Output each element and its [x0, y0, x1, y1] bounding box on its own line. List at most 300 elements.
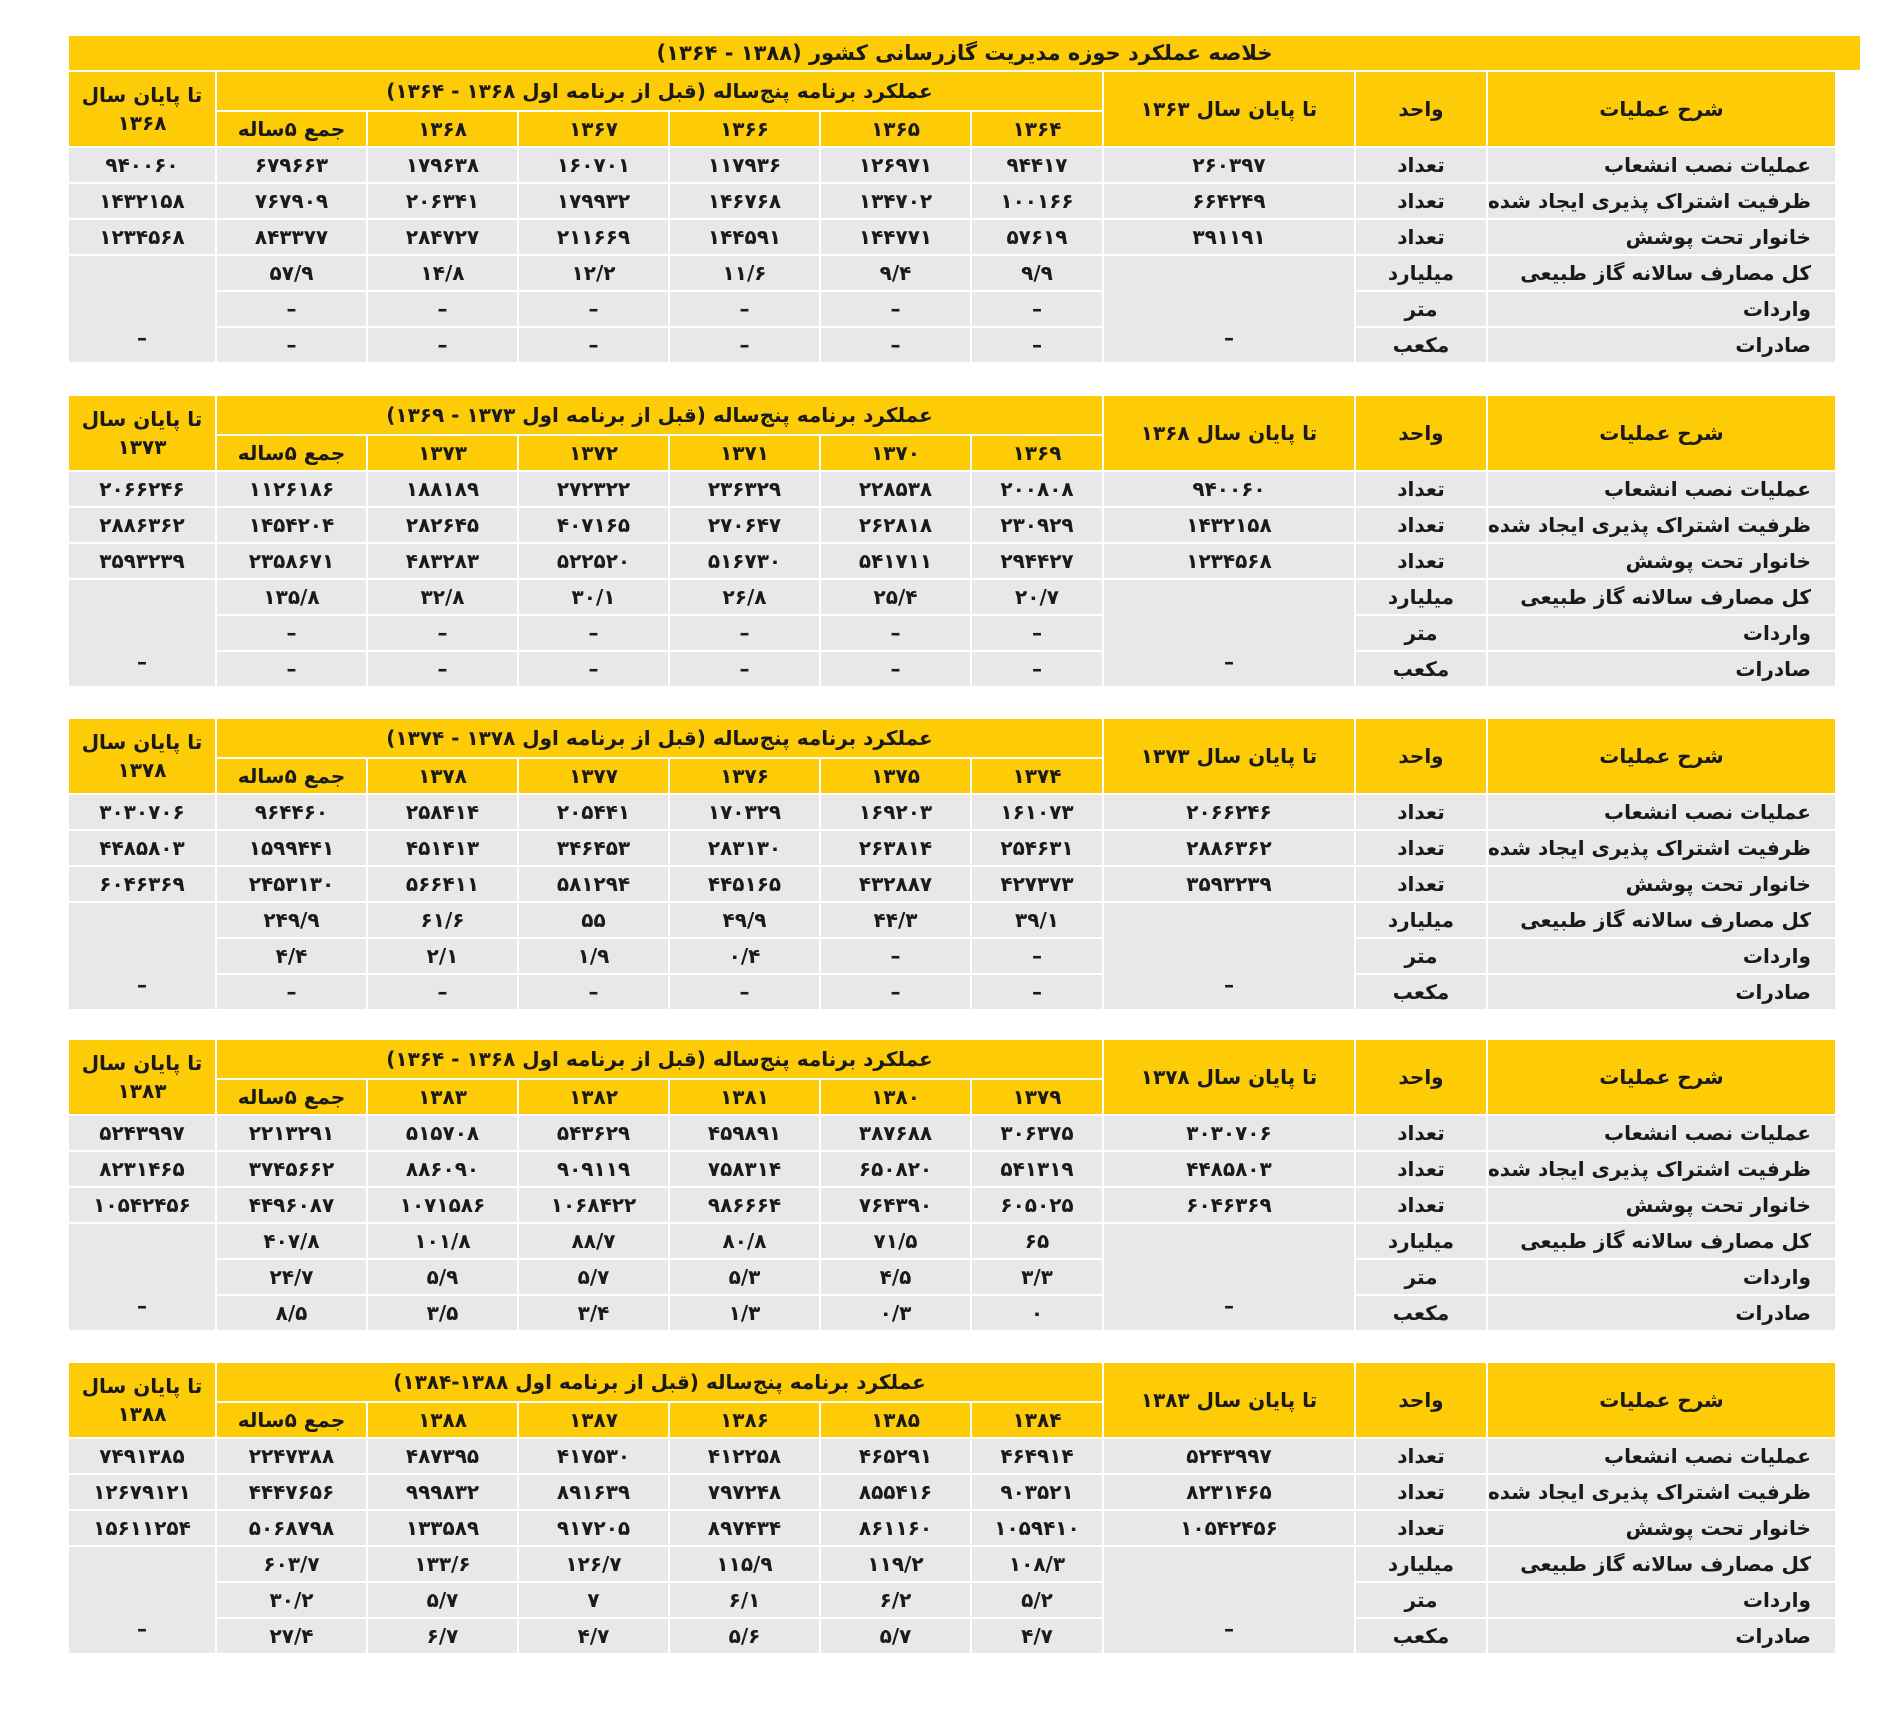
header-year: ۱۳۶۹: [972, 436, 1102, 470]
data-cell: ۱۳۳/۶: [368, 1547, 517, 1581]
row-unit: مکعب: [1356, 652, 1486, 686]
data-cell: ۴۹/۹: [670, 903, 819, 937]
data-cell-total: ۸۴۳۳۷۷: [217, 220, 366, 254]
header-end-period: تا پایان سال ۱۳۸۳: [69, 1040, 215, 1114]
data-cell: –: [972, 975, 1102, 1009]
row-label: کل مصارف سالانه گاز طبیعی: [1488, 1224, 1835, 1258]
header-year: ۱۳۸۷: [519, 1403, 668, 1437]
start-value: ۳۰۳۰۷۰۶: [1104, 1116, 1354, 1150]
row-label: خانوار تحت پوشش: [1488, 1188, 1835, 1222]
data-cell: –: [670, 616, 819, 650]
header-start-period: تا پایان سال ۱۳۶۸: [1104, 396, 1354, 470]
data-cell-total: ۶۰۳/۷: [217, 1547, 366, 1581]
row-unit: مکعب: [1356, 1619, 1486, 1653]
data-cell-total: ۲۴/۷: [217, 1260, 366, 1294]
data-cell: –: [368, 292, 517, 326]
data-cell: ۴۶۵۲۹۱: [821, 1439, 970, 1473]
row-label: عملیات نصب انشعاب: [1488, 148, 1835, 182]
data-cell: ۱۴/۸: [368, 256, 517, 290]
header-unit: واحد: [1356, 1040, 1486, 1114]
row-unit: متر: [1356, 1260, 1486, 1294]
data-cell: –: [519, 328, 668, 362]
header-year: ۱۳۷۰: [821, 436, 970, 470]
data-cell: –: [972, 652, 1102, 686]
data-cell: ۲۰۰۸۰۸: [972, 472, 1102, 506]
data-cell: ۱۰۵۹۴۱۰: [972, 1511, 1102, 1545]
header-year: ۱۳۸۵: [821, 1403, 970, 1437]
row-label: عملیات نصب انشعاب: [1488, 795, 1835, 829]
data-cell: –: [670, 652, 819, 686]
data-cell: ۲۹۴۴۲۷: [972, 544, 1102, 578]
data-cell-total: ۷۶۷۹۰۹: [217, 184, 366, 218]
row-label: عملیات نصب انشعاب: [1488, 472, 1835, 506]
header-year: ۱۳۷۴: [972, 759, 1102, 793]
data-cell: ۴/۷: [519, 1619, 668, 1653]
table-row: [69, 795, 1835, 829]
data-cell: ۵/۷: [519, 1260, 668, 1294]
row-unit: تعداد: [1356, 1475, 1486, 1509]
header-start-period: تا پایان سال ۱۳۷۳: [1104, 719, 1354, 793]
table-row: [69, 1296, 1835, 1330]
data-cell: ۲۵/۴: [821, 580, 970, 614]
table-row: [69, 1116, 1835, 1150]
data-cell: ۶۱/۶: [368, 903, 517, 937]
data-cell-total: –: [217, 616, 366, 650]
data-cell: ۴۲۷۳۷۳: [972, 867, 1102, 901]
data-cell-total: –: [217, 652, 366, 686]
data-cell: ۹۱۷۲۰۵: [519, 1511, 668, 1545]
header-program: عملکرد برنامه پنج‌ساله (قبل از برنامه اول ۱۳۶۸ - ۱۳۶۴): [217, 1040, 1102, 1078]
data-cell-total: ۲۲۴۷۳۸۸: [217, 1439, 366, 1473]
header-year: ۱۳۶۶: [670, 112, 819, 146]
header-year: ۱۳۶۸: [368, 112, 517, 146]
data-cell: ۵۴۱۳۱۹: [972, 1152, 1102, 1186]
header-year: ۱۳۷۸: [368, 759, 517, 793]
row-label: ظرفیت اشتراک پذیری ایجاد شده: [1488, 508, 1835, 542]
data-cell: ۴۴/۳: [821, 903, 970, 937]
data-cell: ۴۴۵۱۶۵: [670, 867, 819, 901]
data-cell-total: ۸/۵: [217, 1296, 366, 1330]
data-cell: ۸۰/۸: [670, 1224, 819, 1258]
data-cell-total: ۲۷/۴: [217, 1619, 366, 1653]
header-year: ۱۳۶۴: [972, 112, 1102, 146]
data-cell: ۴۸۷۳۹۵: [368, 1439, 517, 1473]
row-label: خانوار تحت پوشش: [1488, 867, 1835, 901]
data-cell: ۳۰۶۳۷۵: [972, 1116, 1102, 1150]
data-cell: ۳/۵: [368, 1296, 517, 1330]
header-year: ۱۳۶۷: [519, 112, 668, 146]
table-row: [69, 1475, 1835, 1509]
table-row: [69, 867, 1835, 901]
data-cell: ۸۸۶۰۹۰: [368, 1152, 517, 1186]
row-unit: متر: [1356, 292, 1486, 326]
data-cell: ۱۰۰۱۶۶: [972, 184, 1102, 218]
end-value: ۲۸۸۶۳۶۲: [69, 508, 215, 542]
row-unit: تعداد: [1356, 795, 1486, 829]
data-cell: ۳۲/۸: [368, 580, 517, 614]
end-value-merged: –: [69, 1547, 215, 1653]
row-label: واردات: [1488, 939, 1835, 973]
data-cell: ۳/۴: [519, 1296, 668, 1330]
data-cell: ۱۰۸/۳: [972, 1547, 1102, 1581]
data-cell: –: [519, 652, 668, 686]
data-cell: –: [519, 975, 668, 1009]
table-row: [69, 1511, 1835, 1545]
table-row: [69, 652, 1835, 686]
data-cell: ۲۰۶۳۴۱: [368, 184, 517, 218]
data-cell: ۴۶۴۹۱۴: [972, 1439, 1102, 1473]
row-label: واردات: [1488, 616, 1835, 650]
data-cell: ۹۰۳۵۲۱: [972, 1475, 1102, 1509]
row-unit: میلیارد: [1356, 903, 1486, 937]
start-value: ۲۶۰۳۹۷: [1104, 148, 1354, 182]
end-value: ۱۴۳۲۱۵۸: [69, 184, 215, 218]
data-cell: ۲۰/۷: [972, 580, 1102, 614]
header-unit: واحد: [1356, 1363, 1486, 1437]
header-year: ۱۳۷۳: [368, 436, 517, 470]
start-value: ۴۴۸۵۸۰۳: [1104, 1152, 1354, 1186]
row-label: کل مصارف سالانه گاز طبیعی: [1488, 1547, 1835, 1581]
table-row: [69, 580, 1835, 614]
row-unit: متر: [1356, 939, 1486, 973]
start-value: ۳۹۱۱۹۱: [1104, 220, 1354, 254]
data-cell: ۴۵۹۸۹۱: [670, 1116, 819, 1150]
data-cell: ۲۳۶۳۲۹: [670, 472, 819, 506]
data-cell: ۱۱۵/۹: [670, 1547, 819, 1581]
data-cell: –: [670, 292, 819, 326]
row-unit: میلیارد: [1356, 256, 1486, 290]
row-unit: تعداد: [1356, 508, 1486, 542]
start-value-merged: –: [1104, 1224, 1354, 1330]
data-cell: ۷۶۴۳۹۰: [821, 1188, 970, 1222]
end-value: ۵۲۴۳۹۹۷: [69, 1116, 215, 1150]
data-cell: ۱۰۱/۸: [368, 1224, 517, 1258]
data-cell-total: ۴۴۹۶۰۸۷: [217, 1188, 366, 1222]
header-year: ۱۳۷۹: [972, 1080, 1102, 1114]
end-value: ۹۴۰۰۶۰: [69, 148, 215, 182]
data-cell-total: ۴۰۷/۸: [217, 1224, 366, 1258]
header-year: ۱۳۷۷: [519, 759, 668, 793]
data-cell: –: [821, 975, 970, 1009]
header-five-year-total: جمع ۵ساله: [217, 112, 366, 146]
end-value: ۴۴۸۵۸۰۳: [69, 831, 215, 865]
header-year: ۱۳۷۶: [670, 759, 819, 793]
data-cell: ۶/۲: [821, 1583, 970, 1617]
data-cell: –: [519, 292, 668, 326]
table-row: [69, 1260, 1835, 1294]
table-row: [69, 508, 1835, 542]
row-unit: تعداد: [1356, 1116, 1486, 1150]
end-value-merged: –: [69, 256, 215, 362]
end-value-merged: –: [69, 903, 215, 1009]
data-cell: ۷: [519, 1583, 668, 1617]
summary-table-2: [67, 394, 1837, 688]
data-cell: ۱/۳: [670, 1296, 819, 1330]
summary-table-3: [67, 717, 1837, 1011]
data-cell: ۸۹۱۶۳۹: [519, 1475, 668, 1509]
header-description: شرح عملیات: [1488, 1040, 1835, 1114]
table-row: [69, 1152, 1835, 1186]
data-cell: ۵/۶: [670, 1619, 819, 1653]
end-value: ۶۰۴۶۳۶۹: [69, 867, 215, 901]
data-cell-total: ۳۷۴۵۶۶۲: [217, 1152, 366, 1186]
row-label: عملیات نصب انشعاب: [1488, 1116, 1835, 1150]
data-cell: ۱۱۹/۲: [821, 1547, 970, 1581]
end-value: ۱۲۶۷۹۱۲۱: [69, 1475, 215, 1509]
data-cell-total: –: [217, 975, 366, 1009]
data-cell: ۹/۹: [972, 256, 1102, 290]
row-unit: متر: [1356, 616, 1486, 650]
data-cell: –: [519, 616, 668, 650]
row-label: خانوار تحت پوشش: [1488, 220, 1835, 254]
data-cell: ۲۶/۸: [670, 580, 819, 614]
data-cell: –: [821, 328, 970, 362]
table-row: [69, 1547, 1835, 1581]
start-value: ۱۰۵۴۲۴۵۶: [1104, 1511, 1354, 1545]
data-cell: ۵/۷: [368, 1583, 517, 1617]
data-cell: –: [368, 328, 517, 362]
header-end-period: تا پایان سال ۱۳۷۳: [69, 396, 215, 470]
data-cell-total: –: [217, 292, 366, 326]
row-unit: تعداد: [1356, 544, 1486, 578]
row-unit: تعداد: [1356, 184, 1486, 218]
start-value: ۱۴۳۲۱۵۸: [1104, 508, 1354, 542]
table-row: [69, 1188, 1835, 1222]
row-label: صادرات: [1488, 1296, 1835, 1330]
header-year: ۱۳۸۱: [670, 1080, 819, 1114]
data-cell: ۲۰۵۴۴۱: [519, 795, 668, 829]
data-cell-total: ۱۴۵۴۲۰۴: [217, 508, 366, 542]
data-cell-total: ۴۴۴۷۶۵۶: [217, 1475, 366, 1509]
row-unit: مکعب: [1356, 975, 1486, 1009]
data-cell: ۵/۷: [821, 1619, 970, 1653]
data-cell: ۱۳۳۵۸۹: [368, 1511, 517, 1545]
start-value-merged: –: [1104, 580, 1354, 686]
row-unit: تعداد: [1356, 220, 1486, 254]
start-value: ۹۴۰۰۶۰: [1104, 472, 1354, 506]
data-cell: ۵۱۶۷۳۰: [670, 544, 819, 578]
row-unit: تعداد: [1356, 1152, 1486, 1186]
header-start-period: تا پایان سال ۱۳۷۸: [1104, 1040, 1354, 1114]
row-unit: متر: [1356, 1583, 1486, 1617]
header-unit: واحد: [1356, 719, 1486, 793]
data-cell: ۲۸۲۶۴۵: [368, 508, 517, 542]
data-cell: ۱۲۶۹۷۱: [821, 148, 970, 182]
data-cell-total: –: [217, 328, 366, 362]
data-cell: ۱۶۹۲۰۳: [821, 795, 970, 829]
header-five-year-total: جمع ۵ساله: [217, 436, 366, 470]
data-cell: ۱۸۸۱۸۹: [368, 472, 517, 506]
data-cell: ۱۱۷۹۳۶: [670, 148, 819, 182]
page-title: خلاصه عملکرد حوزه مدیریت گازرسانی کشور (۱۳۸۸ - ۱۳۶۴): [69, 36, 1860, 70]
data-cell: ۹۸۶۶۶۴: [670, 1188, 819, 1222]
data-cell: ۵/۹: [368, 1260, 517, 1294]
data-cell: ۲۷۲۳۲۲: [519, 472, 668, 506]
header-year: ۱۳۷۲: [519, 436, 668, 470]
row-unit: تعداد: [1356, 148, 1486, 182]
data-cell: ۳/۳: [972, 1260, 1102, 1294]
start-value: ۵۲۴۳۹۹۷: [1104, 1439, 1354, 1473]
data-cell: –: [821, 616, 970, 650]
table-row: [69, 472, 1835, 506]
header-five-year-total: جمع ۵ساله: [217, 1080, 366, 1114]
data-cell: ۱۴۶۷۶۸: [670, 184, 819, 218]
data-cell-total: ۱۵۹۹۴۴۱: [217, 831, 366, 865]
start-value: ۲۰۶۶۲۴۶: [1104, 795, 1354, 829]
header-end-period: تا پایان سال ۱۳۷۸: [69, 719, 215, 793]
data-cell: ۲۳۰۹۲۹: [972, 508, 1102, 542]
start-value-merged: –: [1104, 256, 1354, 362]
header-program: عملکرد برنامه پنج‌ساله (قبل از برنامه اول ۱۳۷۳ - ۱۳۶۹): [217, 396, 1102, 434]
row-label: خانوار تحت پوشش: [1488, 1511, 1835, 1545]
row-unit: تعداد: [1356, 831, 1486, 865]
data-cell: ۵۸۱۲۹۴: [519, 867, 668, 901]
start-value: ۶۰۴۶۳۶۹: [1104, 1188, 1354, 1222]
data-cell: ۷۱/۵: [821, 1224, 970, 1258]
header-year: ۱۳۸۰: [821, 1080, 970, 1114]
data-cell: ۰/۳: [821, 1296, 970, 1330]
data-cell: ۶/۷: [368, 1619, 517, 1653]
header-program: عملکرد برنامه پنج‌ساله (قبل از برنامه اول ۱۳۷۸ - ۱۳۷۴): [217, 719, 1102, 757]
start-value-merged: –: [1104, 903, 1354, 1009]
data-cell-total: ۱۱۲۶۱۸۶: [217, 472, 366, 506]
header-description: شرح عملیات: [1488, 719, 1835, 793]
data-cell: ۲۱۱۶۶۹: [519, 220, 668, 254]
row-label: ظرفیت اشتراک پذیری ایجاد شده: [1488, 831, 1835, 865]
table-row: [69, 939, 1835, 973]
data-cell: ۹/۴: [821, 256, 970, 290]
data-cell: –: [972, 328, 1102, 362]
data-cell: ۲۶۲۸۱۸: [821, 508, 970, 542]
row-unit: میلیارد: [1356, 1547, 1486, 1581]
header-unit: واحد: [1356, 396, 1486, 470]
summary-table-5: [67, 1361, 1837, 1655]
table-row: [69, 220, 1835, 254]
data-cell: ۸۹۷۴۳۴: [670, 1511, 819, 1545]
start-value: ۱۲۳۴۵۶۸: [1104, 544, 1354, 578]
data-cell-total: ۳۰/۲: [217, 1583, 366, 1617]
data-cell: –: [670, 975, 819, 1009]
header-year: ۱۳۶۵: [821, 112, 970, 146]
data-cell: ۹۴۴۱۷: [972, 148, 1102, 182]
row-label: کل مصارف سالانه گاز طبیعی: [1488, 580, 1835, 614]
end-value: ۷۴۹۱۳۸۵: [69, 1439, 215, 1473]
end-value: ۳۵۹۳۲۳۹: [69, 544, 215, 578]
data-cell-total: ۶۷۹۶۶۳: [217, 148, 366, 182]
header-year: ۱۳۷۱: [670, 436, 819, 470]
start-value-merged: –: [1104, 1547, 1354, 1653]
data-cell: ۴/۷: [972, 1619, 1102, 1653]
data-cell: ۶۰۵۰۲۵: [972, 1188, 1102, 1222]
data-cell: ۱۷۹۹۳۲: [519, 184, 668, 218]
data-cell: ۳۴۶۴۵۳: [519, 831, 668, 865]
data-cell: ۵۵: [519, 903, 668, 937]
data-cell: ۰: [972, 1296, 1102, 1330]
row-unit: مکعب: [1356, 328, 1486, 362]
data-cell: ۷۵۸۳۱۴: [670, 1152, 819, 1186]
row-label: ظرفیت اشتراک پذیری ایجاد شده: [1488, 1152, 1835, 1186]
row-unit: تعداد: [1356, 1511, 1486, 1545]
data-cell: –: [368, 652, 517, 686]
data-cell: –: [821, 292, 970, 326]
data-cell: –: [821, 652, 970, 686]
data-cell: –: [972, 616, 1102, 650]
header-description: شرح عملیات: [1488, 72, 1835, 146]
row-label: کل مصارف سالانه گاز طبیعی: [1488, 903, 1835, 937]
data-cell-total: ۵۰۶۸۷۹۸: [217, 1511, 366, 1545]
row-label: صادرات: [1488, 975, 1835, 1009]
row-label: ظرفیت اشتراک پذیری ایجاد شده: [1488, 1475, 1835, 1509]
data-cell: ۲۶۳۸۱۴: [821, 831, 970, 865]
row-unit: تعداد: [1356, 1188, 1486, 1222]
header-year: ۱۳۸۳: [368, 1080, 517, 1114]
table-row: [69, 831, 1835, 865]
end-value: ۳۰۳۰۷۰۶: [69, 795, 215, 829]
data-cell: ۱/۹: [519, 939, 668, 973]
table-row: [69, 1583, 1835, 1617]
data-cell: ۴۱۲۲۵۸: [670, 1439, 819, 1473]
data-cell: ۱۱/۶: [670, 256, 819, 290]
data-cell: ۵۶۶۴۱۱: [368, 867, 517, 901]
row-label: صادرات: [1488, 652, 1835, 686]
data-cell: ۵۷۶۱۹: [972, 220, 1102, 254]
data-cell: ۱۰۶۸۴۲۲: [519, 1188, 668, 1222]
data-cell: ۴۳۲۸۸۷: [821, 867, 970, 901]
data-cell: ۱۷۹۶۳۸: [368, 148, 517, 182]
data-cell: ۲۵۴۶۳۱: [972, 831, 1102, 865]
row-label: ظرفیت اشتراک پذیری ایجاد شده: [1488, 184, 1835, 218]
header-five-year-total: جمع ۵ساله: [217, 1403, 366, 1437]
data-cell: ۳۸۷۶۸۸: [821, 1116, 970, 1150]
start-value: ۲۸۸۶۳۶۲: [1104, 831, 1354, 865]
table-row: [69, 544, 1835, 578]
header-year: ۱۳۸۴: [972, 1403, 1102, 1437]
end-value: ۱۰۵۴۲۴۵۶: [69, 1188, 215, 1222]
end-value-merged: –: [69, 580, 215, 686]
data-cell: ۰/۴: [670, 939, 819, 973]
row-label: عملیات نصب انشعاب: [1488, 1439, 1835, 1473]
table-row: [69, 292, 1835, 326]
header-year: ۱۳۸۶: [670, 1403, 819, 1437]
data-cell: ۵/۲: [972, 1583, 1102, 1617]
row-label: واردات: [1488, 292, 1835, 326]
data-cell-total: ۴/۴: [217, 939, 366, 973]
header-five-year-total: جمع ۵ساله: [217, 759, 366, 793]
data-cell: ۲۵۸۴۱۴: [368, 795, 517, 829]
data-cell: ۶۵۰۸۲۰: [821, 1152, 970, 1186]
data-cell-total: ۵۷/۹: [217, 256, 366, 290]
row-label: خانوار تحت پوشش: [1488, 544, 1835, 578]
summary-table-4: [67, 1038, 1837, 1332]
data-cell: –: [972, 292, 1102, 326]
data-cell: ۵/۳: [670, 1260, 819, 1294]
end-value: ۲۰۶۶۲۴۶: [69, 472, 215, 506]
data-cell: ۴۱۷۵۳۰: [519, 1439, 668, 1473]
row-label: واردات: [1488, 1583, 1835, 1617]
data-cell: ۱۰۷۱۵۸۶: [368, 1188, 517, 1222]
data-cell: –: [972, 939, 1102, 973]
table-row: [69, 328, 1835, 362]
data-cell-total: ۲۳۵۸۶۷۱: [217, 544, 366, 578]
row-unit: مکعب: [1356, 1296, 1486, 1330]
data-cell-total: ۹۶۴۴۶۰: [217, 795, 366, 829]
data-cell: ۶۵: [972, 1224, 1102, 1258]
data-cell: ۲/۱: [368, 939, 517, 973]
data-cell: ۸۵۵۴۱۶: [821, 1475, 970, 1509]
data-cell: ۱۷۰۳۲۹: [670, 795, 819, 829]
header-start-period: تا پایان سال ۱۳۸۳: [1104, 1363, 1354, 1437]
data-cell: ۱۳۴۷۰۲: [821, 184, 970, 218]
